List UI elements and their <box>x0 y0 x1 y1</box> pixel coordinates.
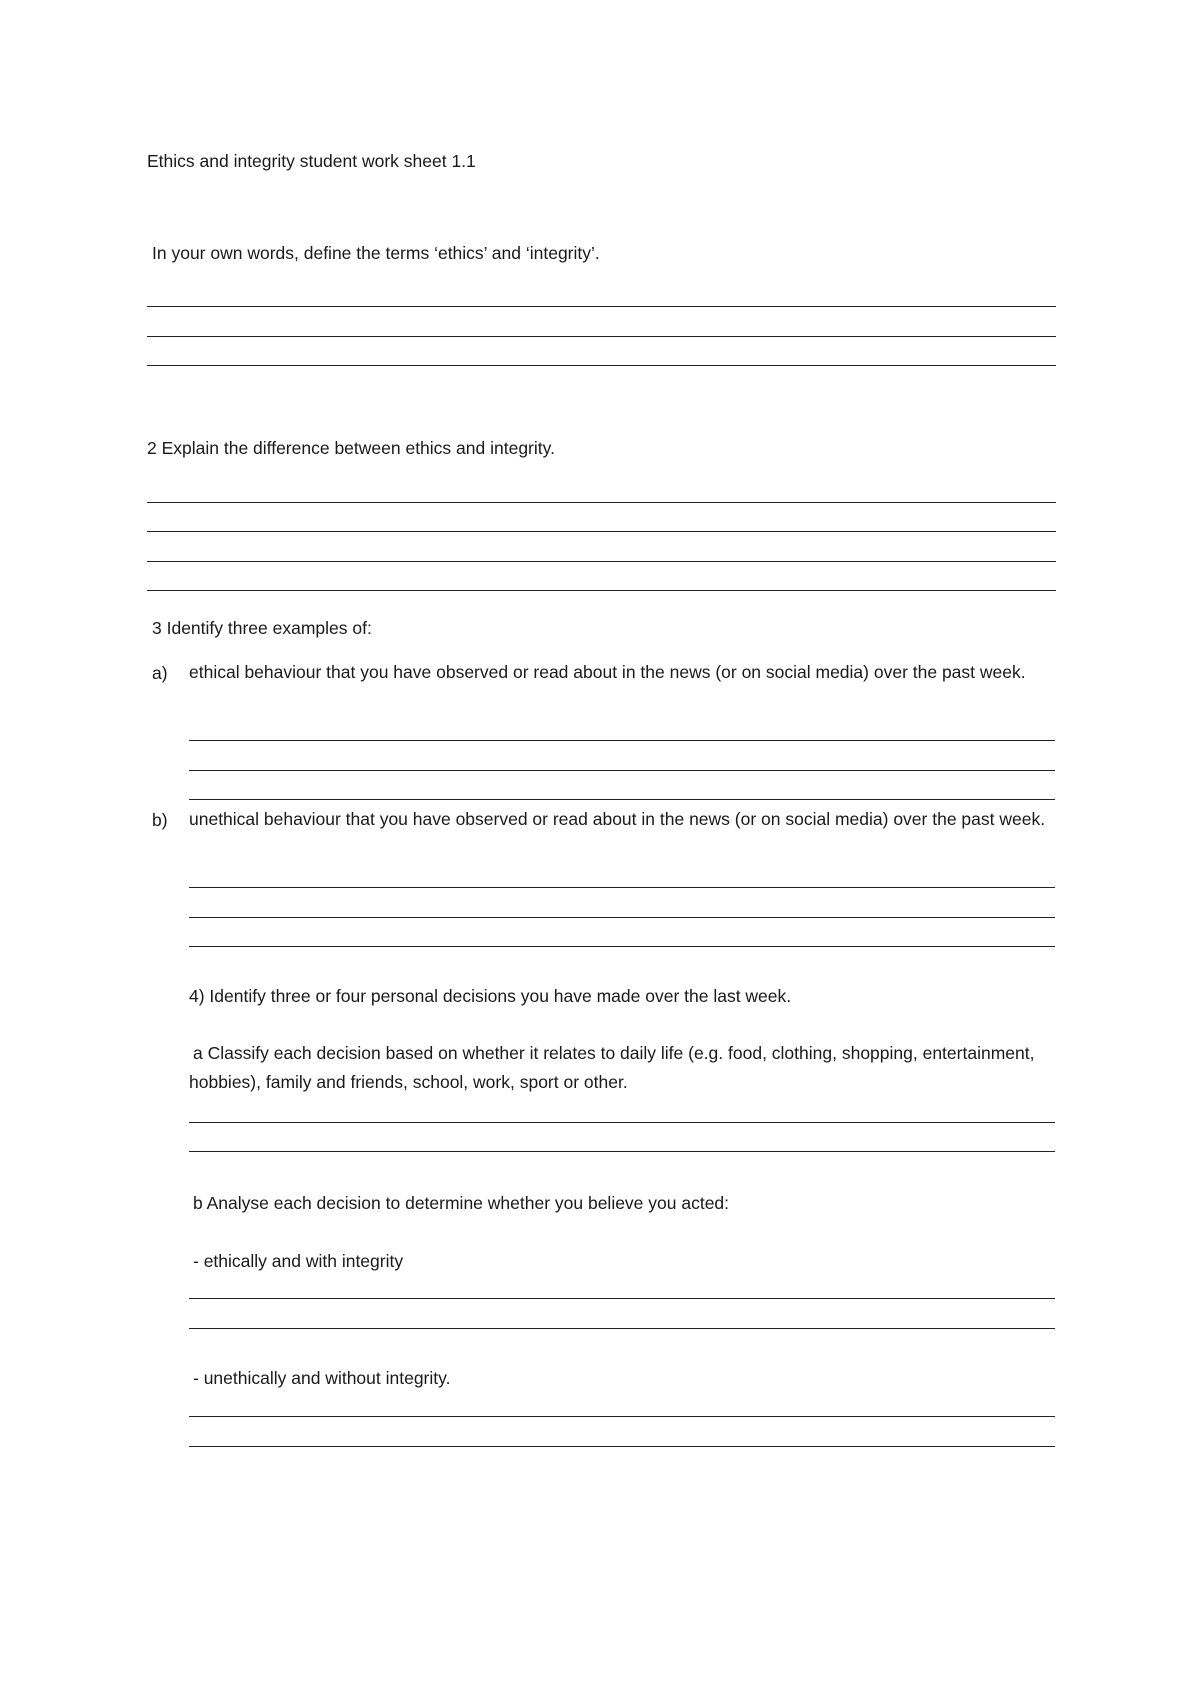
list-marker-a: a) <box>152 663 168 683</box>
option-ethically: - ethically and with integrity <box>193 1251 404 1271</box>
answer-line <box>189 1298 1055 1299</box>
answer-line <box>147 336 1056 337</box>
answer-line <box>189 770 1055 771</box>
answer-line <box>189 946 1055 947</box>
answer-line <box>189 1416 1055 1417</box>
question-2-prompt: 2 Explain the difference between ethics and integrity. <box>147 438 555 458</box>
answer-line <box>189 917 1055 918</box>
answer-line <box>147 306 1056 307</box>
answer-line <box>147 365 1056 366</box>
answer-line <box>189 1446 1055 1447</box>
answer-line <box>189 887 1055 888</box>
answer-line <box>189 740 1055 741</box>
question-4b-text: b Analyse each decision to determine whether you believe you acted: <box>193 1193 730 1213</box>
question-1-prompt: In your own words, define the terms ‘ethics’ and ‘integrity’. <box>152 243 600 263</box>
question-3a-text: ethical behaviour that you have observed or read about in the news (or on social media) over the past week. <box>189 662 1026 682</box>
list-marker-b: b) <box>152 810 168 830</box>
worksheet-title: Ethics and integrity student work sheet 1.1 <box>147 151 476 171</box>
option-unethically: - unethically and without integrity. <box>193 1368 451 1388</box>
answer-line <box>147 590 1056 591</box>
answer-line <box>189 799 1055 800</box>
question-3-prompt: 3 Identify three examples of: <box>152 618 372 638</box>
question-3b-text: unethical behaviour that you have observed or read about in the news (or on social media) over the past week. <box>189 809 1046 829</box>
answer-line <box>147 502 1056 503</box>
answer-line <box>189 1122 1055 1123</box>
question-4-prompt: 4) Identify three or four personal decisions you have made over the last week. <box>189 986 792 1006</box>
answer-line <box>189 1328 1055 1329</box>
answer-line <box>147 561 1056 562</box>
question-4a-text: a Classify each decision based on whether it relates to daily life (e.g. food, clothing, shopping, entertainment, hobbies), family and friends, school, work, sport or other. <box>189 1043 1035 1092</box>
answer-line <box>189 1151 1055 1152</box>
answer-line <box>147 531 1056 532</box>
